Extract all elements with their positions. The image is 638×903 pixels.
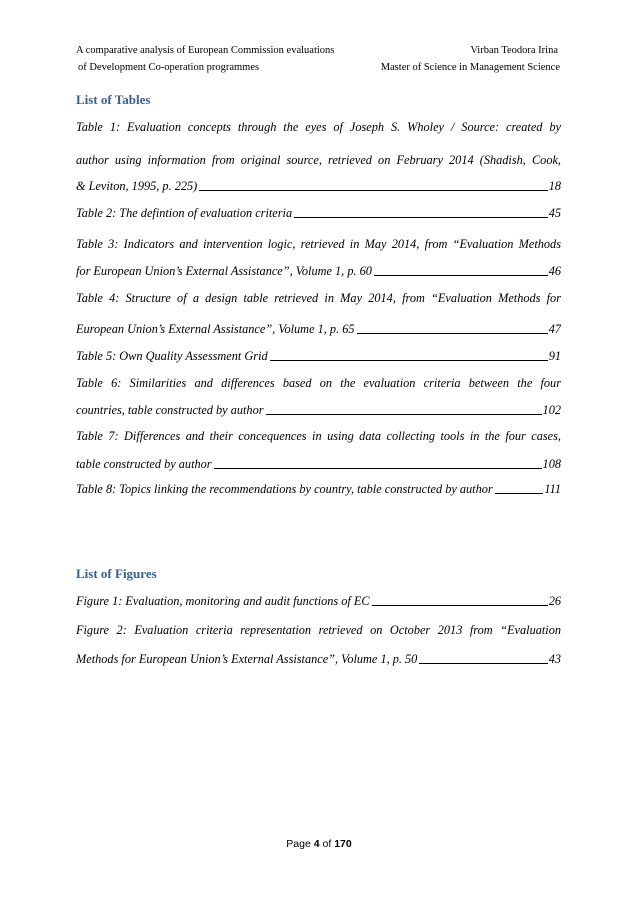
header-title-line-1: A comparative analysis of European Commission evaluations: [76, 45, 335, 56]
footer-of-word: of: [322, 838, 332, 850]
footer-page-word: Page: [286, 838, 311, 850]
figure-entry-text: Methods for European Union’s External Assistance”, Volume 1, p. 50: [76, 652, 418, 666]
table-entry-text: countries, table constructed by author: [76, 403, 264, 417]
table-page-number: 91: [548, 349, 561, 363]
dot-leader: [294, 217, 548, 218]
figure-entry-text: Figure 2: Evaluation criteria representation retrieved on October 2013 from “Evaluation: [76, 623, 561, 637]
header-row-2: [76, 61, 562, 74]
table-entry-text: for European Union’s External Assistance”, Volume 1, p. 60: [76, 264, 372, 278]
table-entry-text: Table 7: Differences and their concequences in using data collecting tools in the four cases,: [76, 429, 561, 443]
table-entry-last-line: [76, 481, 561, 497]
figure-entry-text: Figure 1: Evaluation, monitoring and audit functions of EC: [76, 594, 370, 608]
table-entry-text: Table 5: Own Quality Assessment Grid: [76, 349, 268, 363]
dot-leader: [214, 468, 542, 469]
header-title-line-2: of Development Co-operation programmes: [78, 62, 260, 73]
dot-leader: [357, 333, 548, 334]
dot-leader: [266, 414, 542, 415]
page-footer: [0, 838, 638, 851]
figure-entry-last-line: [76, 651, 561, 667]
figure-entry-last-line: [76, 593, 561, 609]
footer-total-pages: 170: [334, 838, 352, 850]
dot-leader: [372, 605, 548, 606]
list-of-figures-heading: List of Figures: [76, 566, 157, 581]
table-entry-last-line: [76, 456, 561, 472]
dot-leader: [495, 493, 544, 494]
table-page-number: 18: [548, 179, 561, 193]
table-page-number: 45: [548, 206, 561, 220]
dot-leader: [199, 190, 547, 191]
header-row-1: [76, 44, 562, 57]
table-entry-last-line: [76, 205, 561, 221]
table-entry-text: table constructed by author: [76, 457, 212, 471]
table-entry-last-line: [76, 263, 561, 279]
header-degree: Master of Science in Management Science: [380, 62, 560, 73]
table-page-number: 102: [542, 403, 561, 417]
table-entry-text: Table 3: Indicators and intervention logic, retrieved in May 2014, from “Evaluation Methods: [76, 237, 561, 251]
table-entry-last-line: [76, 321, 561, 337]
footer-page-number: 4: [313, 838, 320, 850]
table-entry-last-line: [76, 348, 561, 364]
table-page-number: 108: [542, 457, 561, 471]
table-page-number: 47: [548, 322, 561, 336]
dot-leader: [374, 275, 548, 276]
table-page-number: 46: [548, 264, 561, 278]
table-entry-text: European Union’s External Assistance”, Volume 1, p. 65: [76, 322, 355, 336]
figure-page-number: 26: [548, 594, 561, 608]
list-of-tables-heading: List of Tables: [76, 92, 151, 107]
table-entry-text: Table 8: Topics linking the recommendations by country, table constructed by author: [76, 482, 493, 496]
table-entry-text: Table 4: Structure of a design table retrieved in May 2014, from “Evaluation Methods for: [76, 291, 561, 305]
dot-leader: [270, 360, 548, 361]
table-entry-last-line: [76, 402, 561, 418]
table-entry-text: author using information from original source, retrieved on February 2014 (Shadish, Cook,: [76, 153, 561, 167]
header-author: Virban Teodora Irina: [470, 45, 558, 56]
table-entry-last-line: [76, 178, 561, 194]
table-entry-text: Table 2: The defintion of evaluation criteria: [76, 206, 293, 220]
dot-leader: [419, 663, 547, 664]
table-entry-text: & Leviton, 1995, p. 225): [76, 179, 198, 193]
table-entry-text: Table 6: Similarities and differences based on the evaluation criteria between the four: [76, 376, 561, 390]
table-page-number: 111: [544, 482, 561, 496]
table-entry-text: Table 1: Evaluation concepts through the eyes of Joseph S. Wholey / Source: created by: [76, 120, 561, 134]
figure-page-number: 43: [548, 652, 561, 666]
